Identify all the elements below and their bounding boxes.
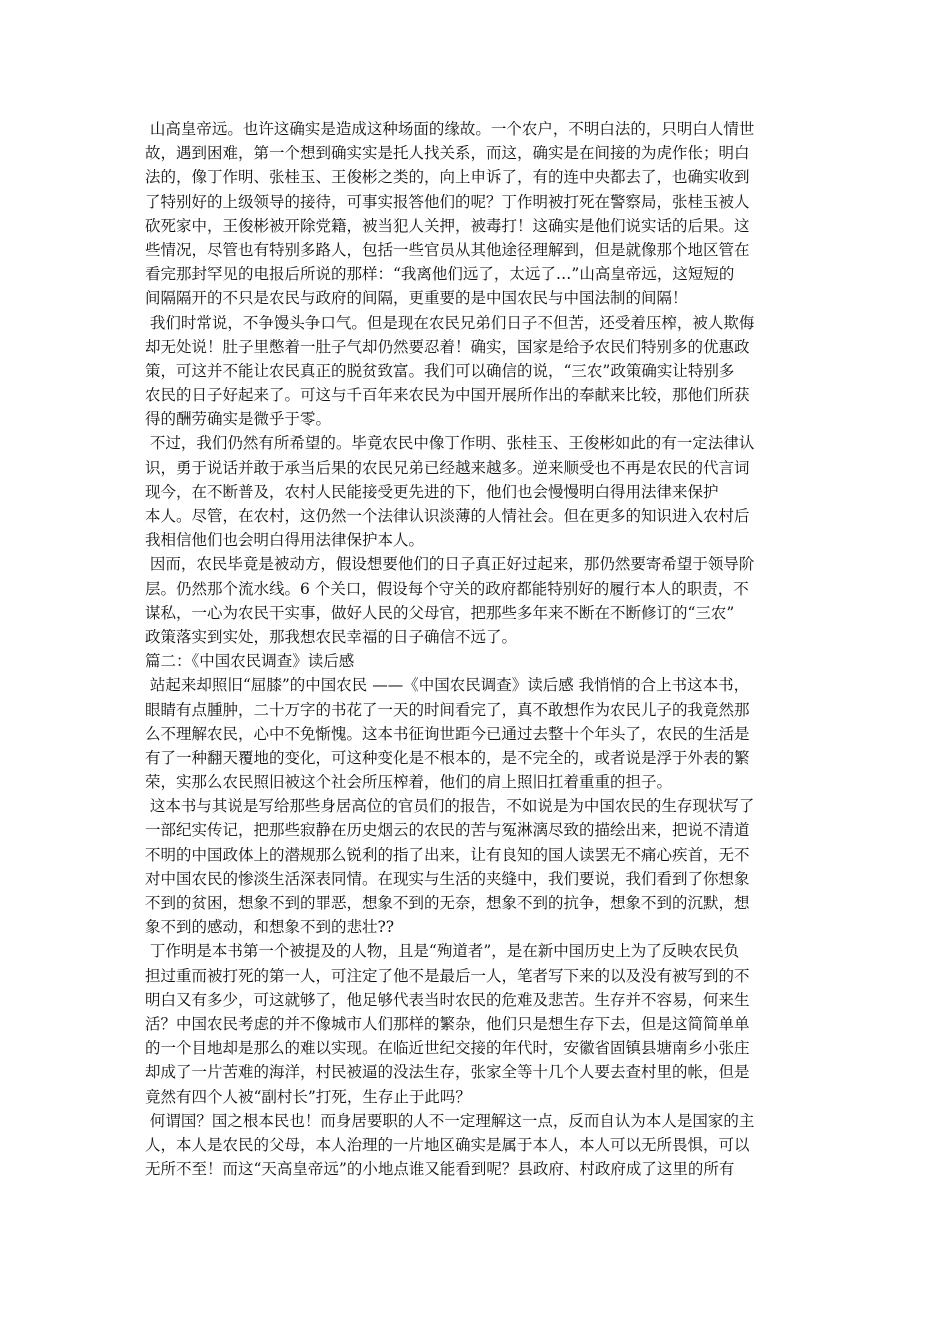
document-page bbox=[145, 117, 809, 1205]
text-line: 现今，在不断普及，农村人民能接受更先进的下，他们也会慢慢明白得用法律来保护 bbox=[145, 482, 719, 501]
text-line: 因而，农民毕竟是被动方，假设想要他们的日子真正好过起来，那仍然要寄希望于领导阶 bbox=[145, 555, 755, 574]
text-line: 担过重而被打死的第一人，可注定了他不是最后一人，笔者写下来的以及没有被写到的不 bbox=[145, 966, 750, 985]
text-line: 荣，实那么农民照旧被这个社会所压榨着，他们的肩上照旧扛着重重的担子。 bbox=[145, 773, 673, 792]
text-line: 山高皇帝远。也许这确实是造成这种场面的缘故。一个农户，不明白法的，只明白人情世 bbox=[145, 120, 755, 138]
text-line: 间隔隔开的不只是农民与政府的间隔，更重要的是中国农民与中国法制的间隔！ bbox=[145, 289, 688, 308]
text-line: 何谓国？国之根本民也！而身居要职的人不一定理解这一点，反而自认为本人是国家的主 bbox=[145, 1111, 755, 1130]
text-line: 却无处说！肚子里憋着一肚子气却仍然要忍着！确实，国家是给予农民们特别多的优惠政 bbox=[145, 337, 750, 356]
text-line: 眼睛有点腫肿，二十万字的书花了一天的时间看完了，真不敢想作为农民儿子的我竟然那 bbox=[145, 700, 750, 719]
text-line: 无所不至！而这“天高皇帝远”的小地点谁又能看到呢？县政府、村政府成了这里的所有 bbox=[145, 1160, 735, 1179]
text-line: 我们时常说，不争馒头争口气。但是现在农民兄弟们日子不但苦，还受着压榨，被人欺侮 bbox=[145, 313, 755, 332]
text-line: 丁作明是本书第一个被提及的人物，且是“殉道者”，是在新中国历史上为了反映农民负 bbox=[145, 942, 740, 961]
text-line: 层。仍然那个流水线。6 个关口，假设每个守关的政府都能特别好的履行本人的职责，不 bbox=[145, 579, 749, 598]
text-line: 法的，像丁作明、张桂玉、王俊彬之类的，向上申诉了，有的连中央都去了，也确实收到 bbox=[145, 168, 750, 187]
text-line: 不明的中国政体上的潜规那么锐利的指了出来，让有良知的国人读罢无不痛心疾首，无不 bbox=[145, 845, 750, 864]
text-line: 的一个目地却是那么的难以实现。在临近世纪交接的年代时，安徽省固镇县塘南乡小张庄 bbox=[145, 1039, 750, 1058]
text-line: 农民的日子好起来了。可这与千百年来农民为中国开展所作出的奉献来比较，那他们所获 bbox=[145, 386, 750, 405]
text-line: 象不到的感动，和想象不到的悲壮?? bbox=[145, 918, 395, 937]
text-line: 么不理解农民，心中不免惭愧。这本书征询世距今已通过去整十个年头了，农民的生活是 bbox=[145, 724, 750, 743]
text-line: 故，遇到困难，第一个想到确实实是托人找关系，而这，确实是在间接的为虎作伥；明白 bbox=[145, 144, 750, 163]
text-line: 人，本人是农民的父母，本人治理的一片地区确实是属于本人，本人可以无所畏惧，可以 bbox=[145, 1135, 750, 1154]
section-heading: 篇二：《中国农民调查》读后感 bbox=[145, 652, 355, 671]
text-line: 这本书与其说是写给那些身居高位的官员们的报告，不如说是为中国农民的生存现状写了 bbox=[145, 797, 755, 816]
text-line: 对中国农民的惨淡生活深表同情。在现实与生活的夹缝中，我们要说，我们看到了你想象 bbox=[145, 869, 750, 888]
text-line: 了特别好的上级领导的接待，可事实报答他们的呢？丁作明被打死在警察局，张桂玉被人 bbox=[145, 192, 750, 211]
text-line: 策，可这并不能让农民真正的脱贫致富。我们可以确信的说，“三农”政策确实让特别多 bbox=[145, 361, 735, 380]
text-line: 我相信他们也会明白得用法律保护本人。 bbox=[145, 531, 425, 550]
text-line: 本人。尽管，在农村，这仍然一个法律认识淡薄的人情社会。但在更多的知识进入农村后 bbox=[145, 507, 750, 525]
text-line: 得的酬劳确实是微乎于零。 bbox=[145, 410, 332, 429]
text-line: 有了一种翻天覆地的变化，可这种变化是不根本的，是不完全的，或者说是浮于外表的繁 bbox=[145, 748, 750, 767]
text-line: 识，勇于说话并敢于承当后果的农民兄弟已经越来越多。逆来顺受也不再是农民的代言词 bbox=[145, 458, 750, 477]
text-line: 些情况，尽管也有特别多路人，包括一些官员从其他途径理解到，但是就像那个地区管在 bbox=[145, 240, 750, 259]
text-line: 站起来却照旧“屈膝”的中国农民 ——《中国农民调查》读后感 我悄悄的合上书这本书， bbox=[145, 676, 750, 695]
text-line: 却成了一片苦难的海洋，村民被逼的没法生存，张家全等十几个人要去查村里的帐，但是 bbox=[145, 1063, 750, 1082]
text-line: 一部纪实传记，把那些寂静在历史烟云的农民的苦与冤淋漓尽致的描绘出来，把说不清道 bbox=[145, 821, 750, 840]
text-line: 竟然有四个人被“副村长”打死，生存止于此吗？ bbox=[145, 1087, 471, 1106]
text-line: 政策落实到实处，那我想农民幸福的日子确信不远了。 bbox=[145, 627, 518, 646]
text-line bbox=[145, 1181, 809, 1205]
text-line: 不到的贫困，想象不到的罪恶，想象不到的无奈，想象不到的抗争，想象不到的沉默，想 bbox=[145, 894, 750, 912]
text-line: 活？中国农民考虑的并不像城市人们那样的繁杂，他们只是想生存下去，但是这简简单单 bbox=[145, 1014, 750, 1033]
text-line: 看完那封罕见的电报后所说的那样：“我离他们远了，太远了…”山高皇帝远，这短短的 bbox=[145, 265, 735, 284]
text-line: 明白又有多少，可这就够了，他足够代表当时农民的危难及悲苦。生存并不容易，何来生 bbox=[145, 990, 750, 1009]
text-line: 砍死家中，王俊彬被开除党籍，被当犯人关押，被毒打！这确实是他们说实话的后果。这 bbox=[145, 216, 750, 235]
text-line: 不过，我们仍然有所希望的。毕竟农民中像丁作明、张桂玉、王俊彬如此的有一定法律认 bbox=[145, 434, 755, 453]
text-line: 谋私，一心为农民干实事，做好人民的父母官，把那些多年来不断在不断修订的“三农” bbox=[145, 603, 735, 622]
